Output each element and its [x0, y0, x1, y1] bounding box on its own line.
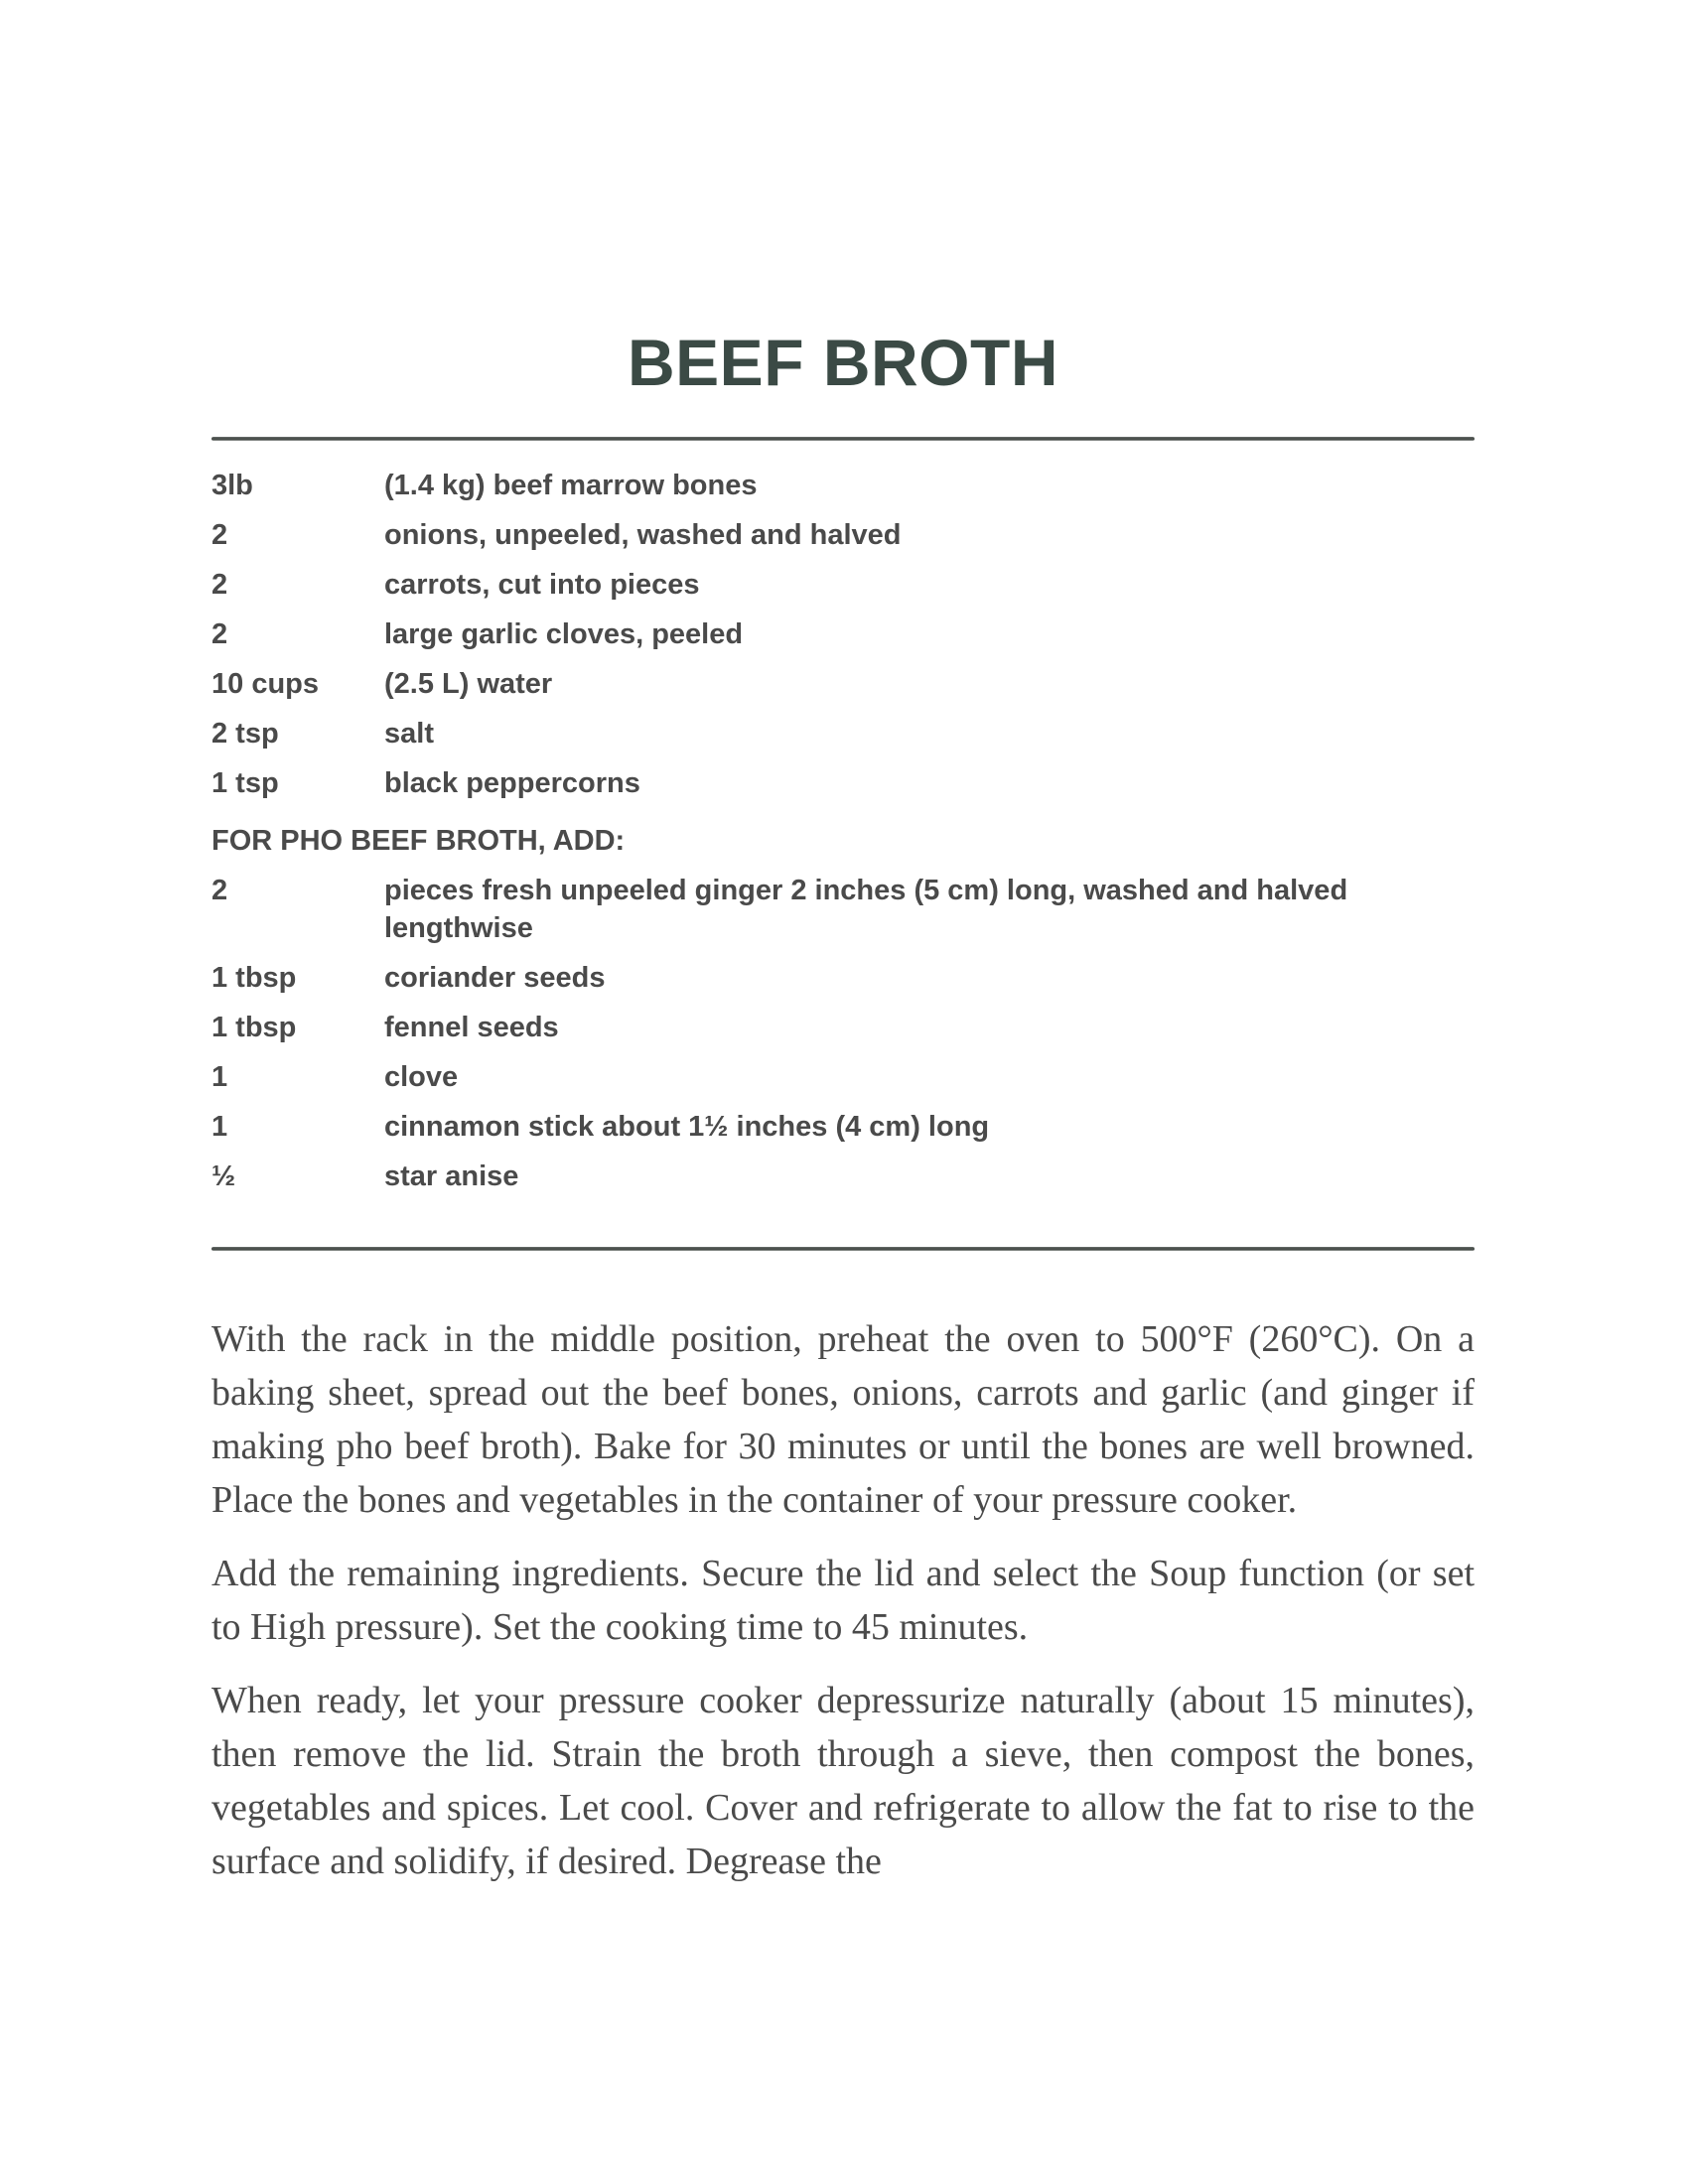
ingredient-quantity: 3lb — [211, 470, 253, 501]
method-paragraph: When ready, let your pressure cooker depressurize naturally (about 15 minutes), then remove the lid. Strain the broth through a sieve, then compost the bones, vegetables and spices. Let cool. Cover and refrigerate to allow the fat to rise to the surface and solidify, if desired. Degrease the — [211, 1680, 1475, 1882]
ingredient-quantity: 1 tbsp — [211, 1012, 297, 1043]
ingredient-description: carrots, cut into pieces — [384, 569, 700, 601]
ingredient-quantity: 2 — [211, 875, 228, 906]
pho-ingredient-row — [211, 959, 1475, 997]
ingredient-description: pieces fresh unpeeled ginger 2 inches (5 cm) long, washed and halved lengthwise — [384, 875, 1348, 944]
ingredient-quantity: 1 tsp — [211, 767, 279, 799]
ingredient-row — [211, 467, 1475, 504]
ingredient-quantity: ½ — [211, 1160, 236, 1192]
ingredient-quantity: 1 — [211, 1061, 228, 1093]
pho-section-heading: FOR PHO BEEF BROTH, ADD: — [211, 825, 626, 857]
method-paragraph: With the rack in the middle position, preheat the oven to 500°F (260°C). On a baking sheet, spread out the beef bones, onions, carrots and garlic (and ginger if making pho beef broth). Bake for 30 minutes or until the bones are well browned. Place the bones and vegetables in the container of your pressure cooker. — [211, 1318, 1475, 1521]
ingredient-row — [211, 615, 1475, 653]
ingredient-row — [211, 566, 1475, 604]
ingredient-description: large garlic cloves, peeled — [384, 618, 744, 650]
ingredient-description: star anise — [384, 1160, 519, 1192]
ingredient-quantity: 2 — [211, 519, 228, 551]
ingredient-quantity: 2 tsp — [211, 718, 279, 750]
ingredient-quantity: 10 cups — [211, 668, 319, 700]
pho-ingredient-row — [211, 1009, 1475, 1046]
ingredient-row — [211, 764, 1475, 802]
method-paragraph: Add the remaining ingredients. Secure the lid and select the Soup function (or set to High pressure). Set the cooking time to 45 minutes. — [211, 1553, 1475, 1648]
pho-ingredient-row — [211, 1158, 1475, 1195]
pho-ingredient-row — [211, 872, 1475, 947]
pho-ingredient-row — [211, 1058, 1475, 1096]
ingredient-quantity: 1 tbsp — [211, 962, 297, 994]
ingredient-description: coriander seeds — [384, 962, 606, 994]
ingredient-description: (2.5 L) water — [384, 668, 553, 700]
ingredient-quantity: 2 — [211, 569, 228, 601]
ingredient-description: clove — [384, 1061, 459, 1093]
pho-ingredient-row — [211, 1108, 1475, 1146]
recipe-title: BEEF BROTH — [628, 326, 1058, 399]
bottom-divider — [211, 1247, 1475, 1251]
ingredient-description: salt — [384, 718, 434, 750]
ingredient-row — [211, 665, 1475, 703]
ingredient-description: black peppercorns — [384, 767, 640, 799]
ingredient-description: (1.4 kg) beef marrow bones — [384, 470, 758, 501]
method-text — [211, 1312, 1475, 1908]
ingredient-quantity: 1 — [211, 1111, 228, 1143]
ingredient-description: fennel seeds — [384, 1012, 559, 1043]
ingredient-quantity: 2 — [211, 618, 228, 650]
ingredient-description: cinnamon stick about 1½ inches (4 cm) long — [384, 1111, 990, 1143]
ingredient-row — [211, 715, 1475, 752]
top-divider — [211, 437, 1475, 441]
ingredient-row — [211, 516, 1475, 554]
ingredients-list — [211, 467, 1475, 1207]
ingredient-description: onions, unpeeled, washed and halved — [384, 519, 902, 551]
